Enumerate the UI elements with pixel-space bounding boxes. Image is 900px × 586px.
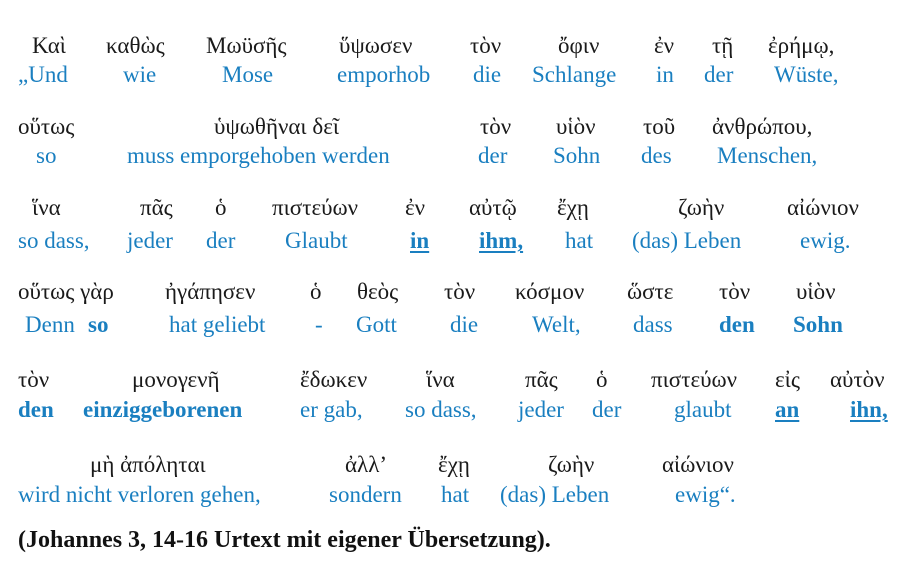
greek-word: τὸν (18, 367, 50, 392)
greek-word: ἵνα (32, 195, 61, 220)
german-word: hat (441, 482, 470, 507)
german-word: Gott (356, 312, 397, 337)
greek-word: ὥστε (627, 279, 674, 304)
greek-word: πιστεύων (651, 367, 738, 392)
german-line-6 (0, 481, 900, 511)
greek-word: ἀνθρώπου, (712, 114, 813, 139)
german-word: „Und (18, 62, 68, 87)
german-word: die (473, 62, 502, 87)
german-line-5 (0, 396, 900, 426)
greek-word: κόσμον (515, 279, 585, 304)
german-word-emphasis: ihm, (479, 228, 524, 253)
greek-word: υἱὸν (556, 114, 596, 139)
greek-word: αἰώνιον (662, 452, 734, 477)
greek-word: ἠγάπησεν (165, 279, 256, 304)
german-word: emporhob (337, 62, 431, 87)
german-word-emphasis: einziggeborenen (83, 397, 243, 422)
greek-word: εἰς (775, 367, 800, 392)
greek-line-1 (0, 32, 900, 62)
greek-word: μὴ ἀπόληται (90, 452, 206, 477)
german-line-1 (0, 61, 900, 91)
german-word: der (478, 143, 508, 168)
greek-word: ζωὴν (548, 452, 595, 477)
greek-word: ἐρήμῳ, (768, 33, 835, 58)
greek-word: τῇ (712, 33, 734, 58)
greek-word: ὑψωθῆναι δεῖ (214, 114, 340, 139)
german-word: in (656, 62, 674, 87)
german-word: so (36, 143, 57, 168)
source-caption: (Johannes 3, 14-16 Urtext mit eigener Übersetzung). (18, 527, 551, 553)
german-word: sondern (329, 482, 402, 507)
german-word: die (450, 312, 479, 337)
greek-line-2 (0, 113, 900, 143)
greek-word: ἐν (405, 195, 426, 220)
greek-word: ἔχῃ (557, 195, 589, 220)
german-word-emphasis: den (18, 397, 54, 422)
greek-word: ἔχῃ (438, 452, 470, 477)
german-word: jeder (518, 397, 564, 422)
greek-word: υἱὸν (796, 279, 836, 304)
german-word-emphasis: in (410, 228, 430, 253)
german-word: Mose (222, 62, 274, 87)
german-word: der (592, 397, 622, 422)
german-line-3 (0, 227, 900, 257)
german-word-emphasis: den (719, 312, 755, 337)
german-word: - (315, 312, 323, 337)
greek-line-5 (0, 366, 900, 396)
greek-word: ὁ (215, 195, 227, 220)
german-word: der (704, 62, 734, 87)
greek-word: οὕτως γὰρ (18, 279, 114, 304)
greek-word: θεὸς (357, 279, 399, 304)
german-line-2 (0, 142, 900, 172)
greek-word: μονογενῆ (132, 367, 220, 392)
german-word: wie (123, 62, 157, 87)
german-word-emphasis: so (88, 312, 109, 337)
german-word: der (206, 228, 236, 253)
greek-word: καθὼς (106, 33, 165, 58)
german-line-4 (0, 311, 900, 341)
greek-line-4 (0, 278, 900, 308)
greek-word: αὐτῷ (469, 195, 517, 220)
greek-word: ἵνα (426, 367, 455, 392)
greek-word: ἔδωκεν (300, 367, 368, 392)
greek-word: αὐτὸν (830, 367, 885, 392)
german-word: ewig. (800, 228, 851, 253)
german-word: Menschen, (717, 143, 818, 168)
german-word: Sohn (553, 143, 601, 168)
german-word-emphasis: ihn, (850, 397, 888, 422)
greek-word: τοῦ (643, 114, 676, 139)
greek-word: τὸν (444, 279, 476, 304)
greek-word: Καὶ (32, 33, 66, 58)
german-word: hat geliebt (169, 312, 266, 337)
german-word: wird nicht verloren gehen, (18, 482, 261, 507)
german-word: er gab, (300, 397, 363, 422)
greek-word: πᾶς (525, 367, 558, 392)
greek-line-6 (0, 451, 900, 481)
german-word: Wüste, (774, 62, 839, 87)
greek-word: πιστεύων (272, 195, 359, 220)
german-word: Schlange (532, 62, 617, 87)
german-word: muss emporgehoben werden (127, 143, 390, 168)
german-word: (das) Leben (500, 482, 610, 507)
german-word: so dass, (405, 397, 477, 422)
greek-word: ὕψωσεν (339, 33, 413, 58)
german-word: Denn (25, 312, 75, 337)
greek-word: πᾶς (140, 195, 173, 220)
greek-word: ὁ (596, 367, 608, 392)
greek-word: ὄφιν (558, 33, 600, 58)
greek-word: αἰώνιον (787, 195, 859, 220)
german-word: dass (633, 312, 673, 337)
german-word: Welt, (532, 312, 581, 337)
german-word: Glaubt (285, 228, 348, 253)
greek-word: τὸν (480, 114, 512, 139)
greek-word: ἐν (654, 33, 675, 58)
german-word: ewig“. (675, 482, 736, 507)
german-word: des (641, 143, 672, 168)
german-word-emphasis: Sohn (793, 312, 843, 337)
greek-word: ὁ (310, 279, 322, 304)
greek-word: τὸν (470, 33, 502, 58)
german-word-emphasis: an (775, 397, 800, 422)
greek-word: τὸν (719, 279, 751, 304)
german-word: so dass, (18, 228, 90, 253)
greek-line-3 (0, 194, 900, 224)
german-word: glaubt (674, 397, 732, 422)
german-word: (das) Leben (632, 228, 742, 253)
greek-word: οὕτως (18, 114, 75, 139)
greek-word: ἀλλ’ (345, 452, 388, 477)
german-word: hat (565, 228, 594, 253)
german-word: jeder (127, 228, 173, 253)
greek-word: Μωϋσῆς (206, 33, 287, 58)
greek-word: ζωὴν (678, 195, 725, 220)
